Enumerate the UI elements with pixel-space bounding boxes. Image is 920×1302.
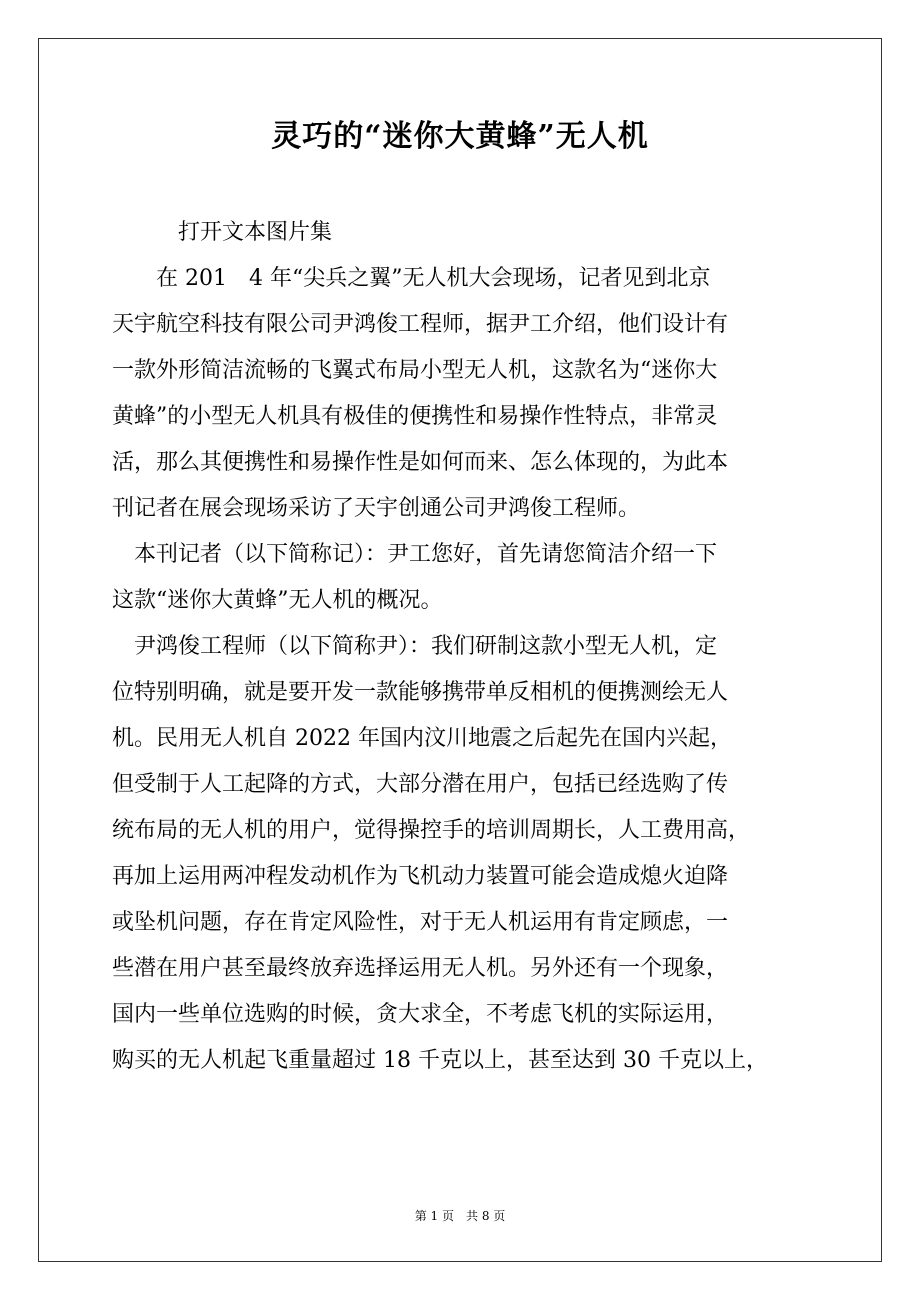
text-line: 国内一些单位选购的时候，贪大求全，不考虑飞机的实际运用， [112,1002,729,1027]
text-line: 本刊记者（以下简称记）：尹工您好，首先请您简洁介绍一下 [112,542,718,567]
text-line: 一款外形简洁流畅的飞翼式布局小型无人机，这款名为“迷你大 [112,358,718,383]
text-line: 活，那么其便携性和易操作性是如何而来、怎么体现的，为此本 [112,450,729,475]
text-line: 再加上运用两冲程发动机作为飞机动力装置可能会造成熄火迫降 [112,864,729,889]
text-line: 些潜在用户甚至最终放弃选择运用无人机。另外还有一个现象， [112,956,729,981]
text-line: 尹鸿俊工程师（以下简称尹）：我们研制这款小型无人机，定 [112,634,718,659]
text-line: 但受制于人工起降的方式，大部分潜在用户，包括已经选购了传 [112,772,729,797]
document-body [112,210,808,1084]
text-line: 打开文本图片集 [112,220,333,245]
text-line: 天宇航空科技有限公司尹鸿俊工程师，据尹工介绍，他们设计有 [112,312,729,337]
text-line: 刊记者在展会现场采访了天宇创通公司尹鸿俊工程师。 [112,496,641,521]
text-line: 黄蜂”的小型无人机具有极佳的便携性和易操作性特点，非常灵 [112,404,718,429]
text-line: 这款“迷你大黄蜂”无人机的概况。 [112,588,443,613]
text-line: 统布局的无人机的用户，觉得操控手的培训周期长，人工费用高， [112,818,751,843]
page-number: 第 1 页 [414,1209,454,1223]
text-line: 位特别明确，就是要开发一款能够携带单反相机的便携测绘无人 [112,680,729,705]
page-footer [0,1206,920,1226]
text-line: 购买的无人机起飞重量超过 18 千克以上，甚至达到 30 千克以上， [112,1048,768,1073]
text-line: 或坠机问题，存在肯定风险性，对于无人机运用有肯定顾虑，一 [112,910,729,935]
page-total: 共 8 页 [466,1209,506,1223]
text-line: 在 201 4 年“尖兵之翼”无人机大会现场，记者见到北京 [112,266,711,291]
text-line: 机。民用无人机自 2022 年国内汶川地震之后起先在国内兴起， [112,726,732,751]
document-title: 灵巧的“迷你大黄蜂”无人机 [271,119,649,154]
